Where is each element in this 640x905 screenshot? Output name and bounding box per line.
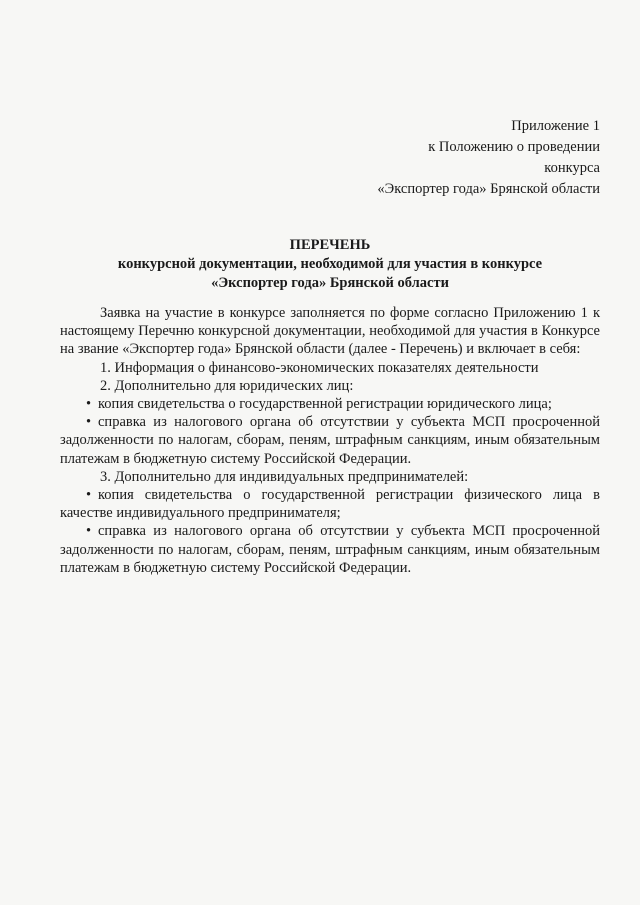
appendix-line-1: Приложение 1	[511, 118, 600, 134]
document-body	[60, 304, 600, 577]
list-item-1: 1. Информация о финансово-экономических показателях деятельности	[100, 359, 539, 376]
bullet-icon: •	[86, 523, 92, 540]
bullet-text: копия свидетельства о государственной регистрации юридического лица;	[98, 396, 552, 413]
bullet-item	[60, 486, 600, 522]
title-line-2: конкурсной документации, необходимой для участия в конкурсе	[117, 256, 543, 272]
bullet-icon: •	[86, 414, 92, 431]
appendix-note	[377, 116, 600, 200]
bullet-item	[60, 522, 600, 577]
appendix-line-3: конкурса	[544, 160, 600, 176]
bullet-icon: •	[86, 487, 92, 504]
appendix-line-4: «Экспортер года» Брянской области	[377, 181, 600, 197]
bullet-icon: •	[86, 396, 92, 413]
bullet-text: справка из налогового органа об отсутствии у субъекта МСП просроченной задолженности по налогам, сборам, пеням, штрафным санкциям, иным обязательным платежам в бюджетную систему Российской Федерации.	[60, 414, 600, 467]
bullet-item	[60, 413, 600, 468]
appendix-line-2: к Положению о проведении	[428, 139, 600, 155]
bullet-text: справка из налогового органа об отсутствии у субъекта МСП просроченной задолженности по налогам, сборам, пеням, штрафным санкциям, иным обязательным платежам в бюджетную систему Российской Федерации.	[60, 523, 600, 576]
list-item-2: 2. Дополнительно для юридических лиц:	[100, 377, 354, 394]
bullet-text: копия свидетельства о государственной регистрации физического лица в качестве индивидуального предпринимателя;	[60, 487, 600, 522]
document-title	[60, 236, 600, 293]
title-line-3: «Экспортер года» Брянской области	[211, 275, 449, 291]
intro-paragraph: Заявка на участие в конкурсе заполняется по форме согласно Приложению 1 к настоящему Перечню конкурсной документации, необходимой для участия в Конкурсе на звание «Экспортер года» Брянской области (далее - Перечень) и включает в себя:	[60, 305, 600, 358]
title-heading: ПЕРЕЧЕНЬ	[289, 237, 371, 253]
list-item-3: 3. Дополнительно для индивидуальных предпринимателей:	[100, 468, 469, 485]
bullet-item	[60, 395, 600, 413]
